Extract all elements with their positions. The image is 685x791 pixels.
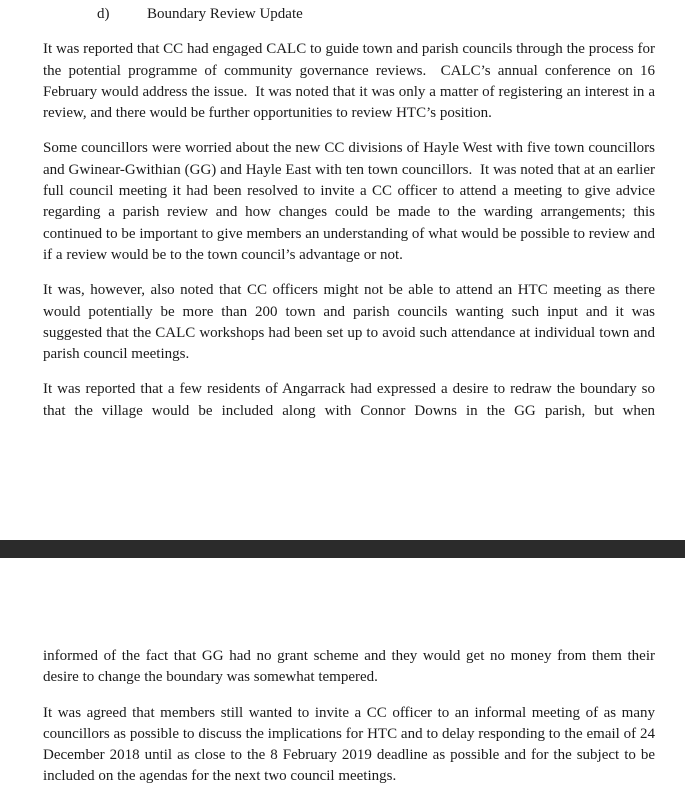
paragraph: Some councillors were worried about the new CC divisions of Hayle West with five town councillors and Gwinear-Gwithian (GG) and Hayle East with ten town councillors. It was noted that at an earlier full council meeting it had been resolved to invite a CC officer to attend a meeting to give advice regarding a parish review and how changes could be made to the warding arrangements; this continued to be important to give members an understanding of what would be possible to review and if a review would be to the town council’s advantage or not. [43, 140, 659, 263]
paragraph: It was reported that a few residents of Angarrack had expressed a desire to redraw the boundary so that the village would be included along with Connor Downs in the GG parish, but when [43, 381, 659, 419]
page-top-fragment [43, 4, 659, 422]
paragraph: informed of the fact that GG had no grant scheme and they would get no money from them their desire to change the boundary was somewhat tempered. [43, 648, 659, 686]
heading-number: d) [97, 6, 110, 22]
document-heading [43, 4, 655, 25]
heading-title: Boundary Review Update [147, 6, 303, 22]
paragraph: It was agreed that members still wanted to invite a CC officer to an informal meeting of as many councillors as possible to discuss the implications for HTC and to delay responding to the email of 24 December 2018 until as close to the 8 February 2019 deadline as possible and for the subject to be included on the agendas for the next two council meetings. [43, 704, 659, 785]
paragraph: It was, however, also noted that CC officers might not be able to attend an HTC meeting as there would potentially be more than 200 town and parish councils wanting such input and it was suggested that the CALC workshops had been set up to avoid such attendance at individual town and parish council meetings. [43, 282, 659, 363]
page-bottom-fragment [43, 646, 659, 788]
page-break-bar [0, 540, 685, 558]
paragraph: It was reported that CC had engaged CALC to guide town and parish councils through the process for the potential programme of community governance reviews. CALC’s annual conference on 16 February would address the issue. It was noted that it was only a matter of registering an interest in a review, and there would be further opportunities to review HTC’s position. [43, 41, 659, 122]
